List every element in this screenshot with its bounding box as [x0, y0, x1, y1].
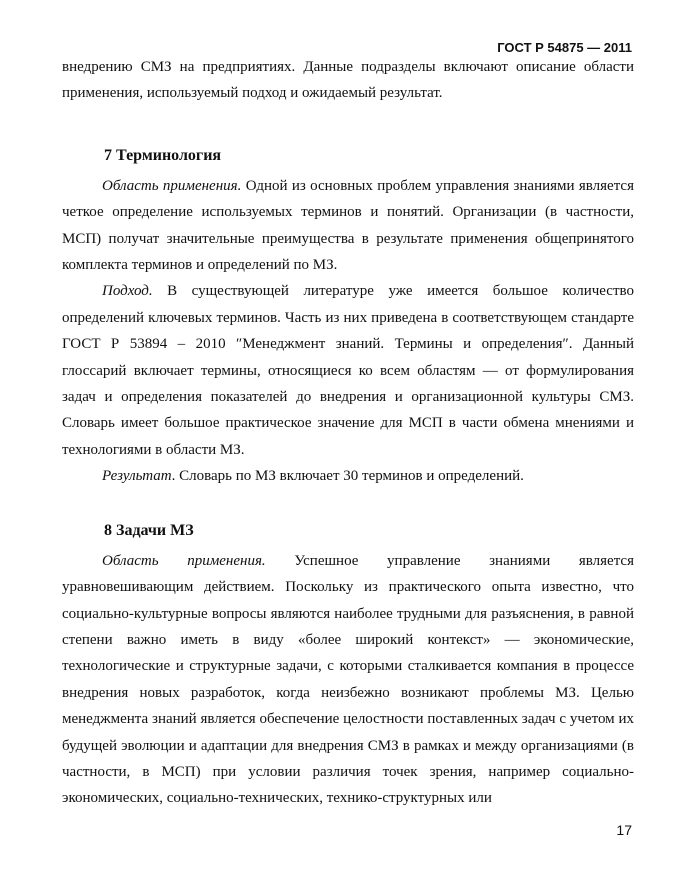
- section-8-scope-paragraph: [62, 548, 634, 812]
- result-text: . Словарь по МЗ включает 30 терминов и определений.: [171, 468, 524, 485]
- scope-label: Область применения.: [102, 552, 266, 569]
- section-8-title: 8 Задачи МЗ: [104, 521, 194, 539]
- section-7-scope-paragraph: [62, 173, 634, 279]
- section-7-approach-paragraph: [62, 278, 634, 463]
- approach-text: В существующей литературе уже имеется большое количество определений ключевых терминов. Часть из них приведена в соответствующем стандарте ГОСТ Р 53894 – 2010 ″Менеджмент знаний. Термины и определения″. Данный глоссарий включает термины, относящиеся ко всем областям — от формулирования задач и определения показателей до внедрения и организационной культуры СМЗ. Словарь имеет большое практическое значение для МСП в части обмена мнениями и технологиями в области МЗ.: [62, 283, 634, 458]
- scope-label: Область применения.: [102, 177, 242, 194]
- intro-paragraph: внедрению СМЗ на предприятиях. Данные подразделы включают описание области применения, используемый подход и ожидаемый результат.: [62, 59, 634, 102]
- document-body: [62, 54, 634, 812]
- approach-label: Подход.: [102, 283, 153, 300]
- section-7-title: 7 Терминология: [104, 146, 222, 164]
- standard-header: ГОСТ Р 54875 — 2011: [497, 40, 632, 55]
- section-7-result-paragraph: [62, 463, 634, 489]
- page-number: 17: [616, 822, 632, 838]
- scope-text: Успешное управление знаниями является уравновешивающим действием. Поскольку из практического опыта известно, что социально-культурные вопросы являются наиболее трудными для разъяснения, в равной степени важно иметь в виду «более широкий контекст» — экономические, технологические и структурные задачи, с которыми сталкивается компания в процессе внедрения новых разработок, когда неизбежно возникают проблемы МЗ. Целью менеджмента знаний является обеспечение целостности поставленных задач с учетом их будущей эволюции и адаптации для внедрения СМЗ в рамках и между организациями (в частности, в МСП) при условии различия точек зрения, например социально-экономических, социально-технических, технико-структурных или: [62, 552, 634, 807]
- scope-text: Одной из основных проблем управления знаниями является четкое определение используемых терминов и понятий. Организации (в частности, МСП) получат значительные преимущества в результате применения общепринятого комплекта терминов и определений по МЗ.: [62, 177, 634, 274]
- result-label: Результат: [102, 468, 172, 485]
